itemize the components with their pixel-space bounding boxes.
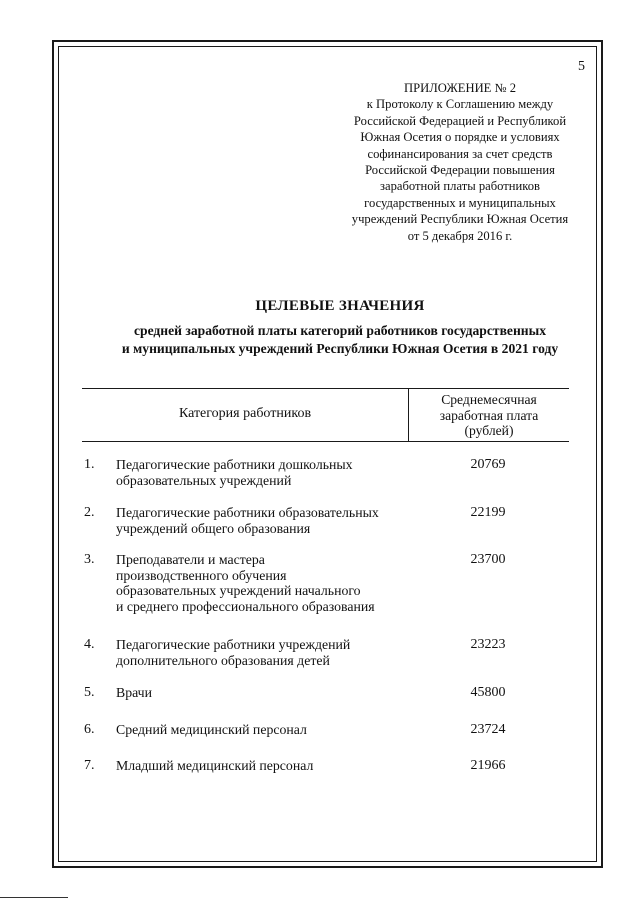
annex-date: от 5 декабря 2016 г. <box>407 228 513 243</box>
row-salary: 22199 <box>470 505 506 520</box>
row-salary: 23700 <box>470 552 506 567</box>
row-category <box>116 637 426 668</box>
row-category-line: производственного обучения <box>116 567 287 583</box>
row-category-line: образовательных учреждений <box>116 472 292 488</box>
row-category-line: Преподаватели и мастера <box>116 552 265 567</box>
annex-line: Российской Федерацией и Республикой <box>353 113 567 128</box>
row-number: 7. <box>84 758 95 773</box>
header-category: Категория работников <box>178 406 312 421</box>
subtitle-line: средней заработной платы категорий работников государственных <box>133 323 547 338</box>
row-category <box>116 722 426 738</box>
annex-line: Южная Осетия о порядке и условиях <box>360 130 560 145</box>
row-salary: 23724 <box>470 722 506 737</box>
row-category-line: Педагогические работники дошкольных <box>116 457 353 472</box>
row-salary: 45800 <box>470 685 506 700</box>
row-salary: 23223 <box>470 637 506 652</box>
annex-line: Российской Федерации повышения <box>365 163 555 178</box>
row-category-line: Педагогические работники учреждений <box>116 637 351 652</box>
annex-title: ПРИЛОЖЕНИЕ № 2 <box>404 81 516 95</box>
annex-block <box>330 80 590 244</box>
annex-line: заработной платы работников <box>380 179 540 194</box>
row-category <box>116 685 426 701</box>
row-category <box>116 552 426 614</box>
row-category-line: образовательных учреждений начального <box>116 583 361 599</box>
row-category-line: Средний медицинский персонал <box>116 722 307 737</box>
row-category-line: Педагогические работники образовательных <box>116 505 379 520</box>
subtitle-line: и муниципальных учреждений Республики Южная Осетия в 2021 году <box>121 341 559 356</box>
header-salary <box>409 392 569 439</box>
scan-edge-line <box>0 897 68 898</box>
annex-line: софинансирования за счет средств <box>367 146 553 161</box>
row-category <box>116 505 426 536</box>
header-salary-line: Среднемесячная <box>441 392 537 407</box>
row-category <box>116 457 426 488</box>
annex-line: учреждений Республики Южная Осетия <box>351 212 569 227</box>
row-category-line: и среднего профессионального образования <box>116 598 375 614</box>
row-category-line: учреждений общего образования <box>116 520 311 536</box>
row-number: 1. <box>84 457 95 472</box>
row-category <box>116 758 426 774</box>
header-salary-line: заработная плата <box>439 407 539 423</box>
document-subtitle <box>80 322 600 358</box>
row-category-line: Врачи <box>116 685 152 700</box>
row-number: 5. <box>84 685 95 700</box>
page-number: 5 <box>578 59 585 74</box>
header-salary-line: (рублей) <box>464 423 514 438</box>
row-number: 3. <box>84 552 95 567</box>
row-salary: 21966 <box>470 758 506 773</box>
annex-line: к Протоколу к Соглашению между <box>366 97 554 112</box>
annex-line: государственных и муниципальных <box>364 195 556 210</box>
document-title: ЦЕЛЕВЫЕ ЗНАЧЕНИЯ <box>255 298 425 314</box>
row-category-line: дополнительного образования детей <box>116 652 330 668</box>
row-number: 2. <box>84 505 95 520</box>
table-header <box>82 388 569 442</box>
row-category-line: Младший медицинский персонал <box>116 758 314 773</box>
row-salary: 20769 <box>470 457 506 472</box>
row-number: 6. <box>84 722 95 737</box>
row-number: 4. <box>84 637 95 652</box>
